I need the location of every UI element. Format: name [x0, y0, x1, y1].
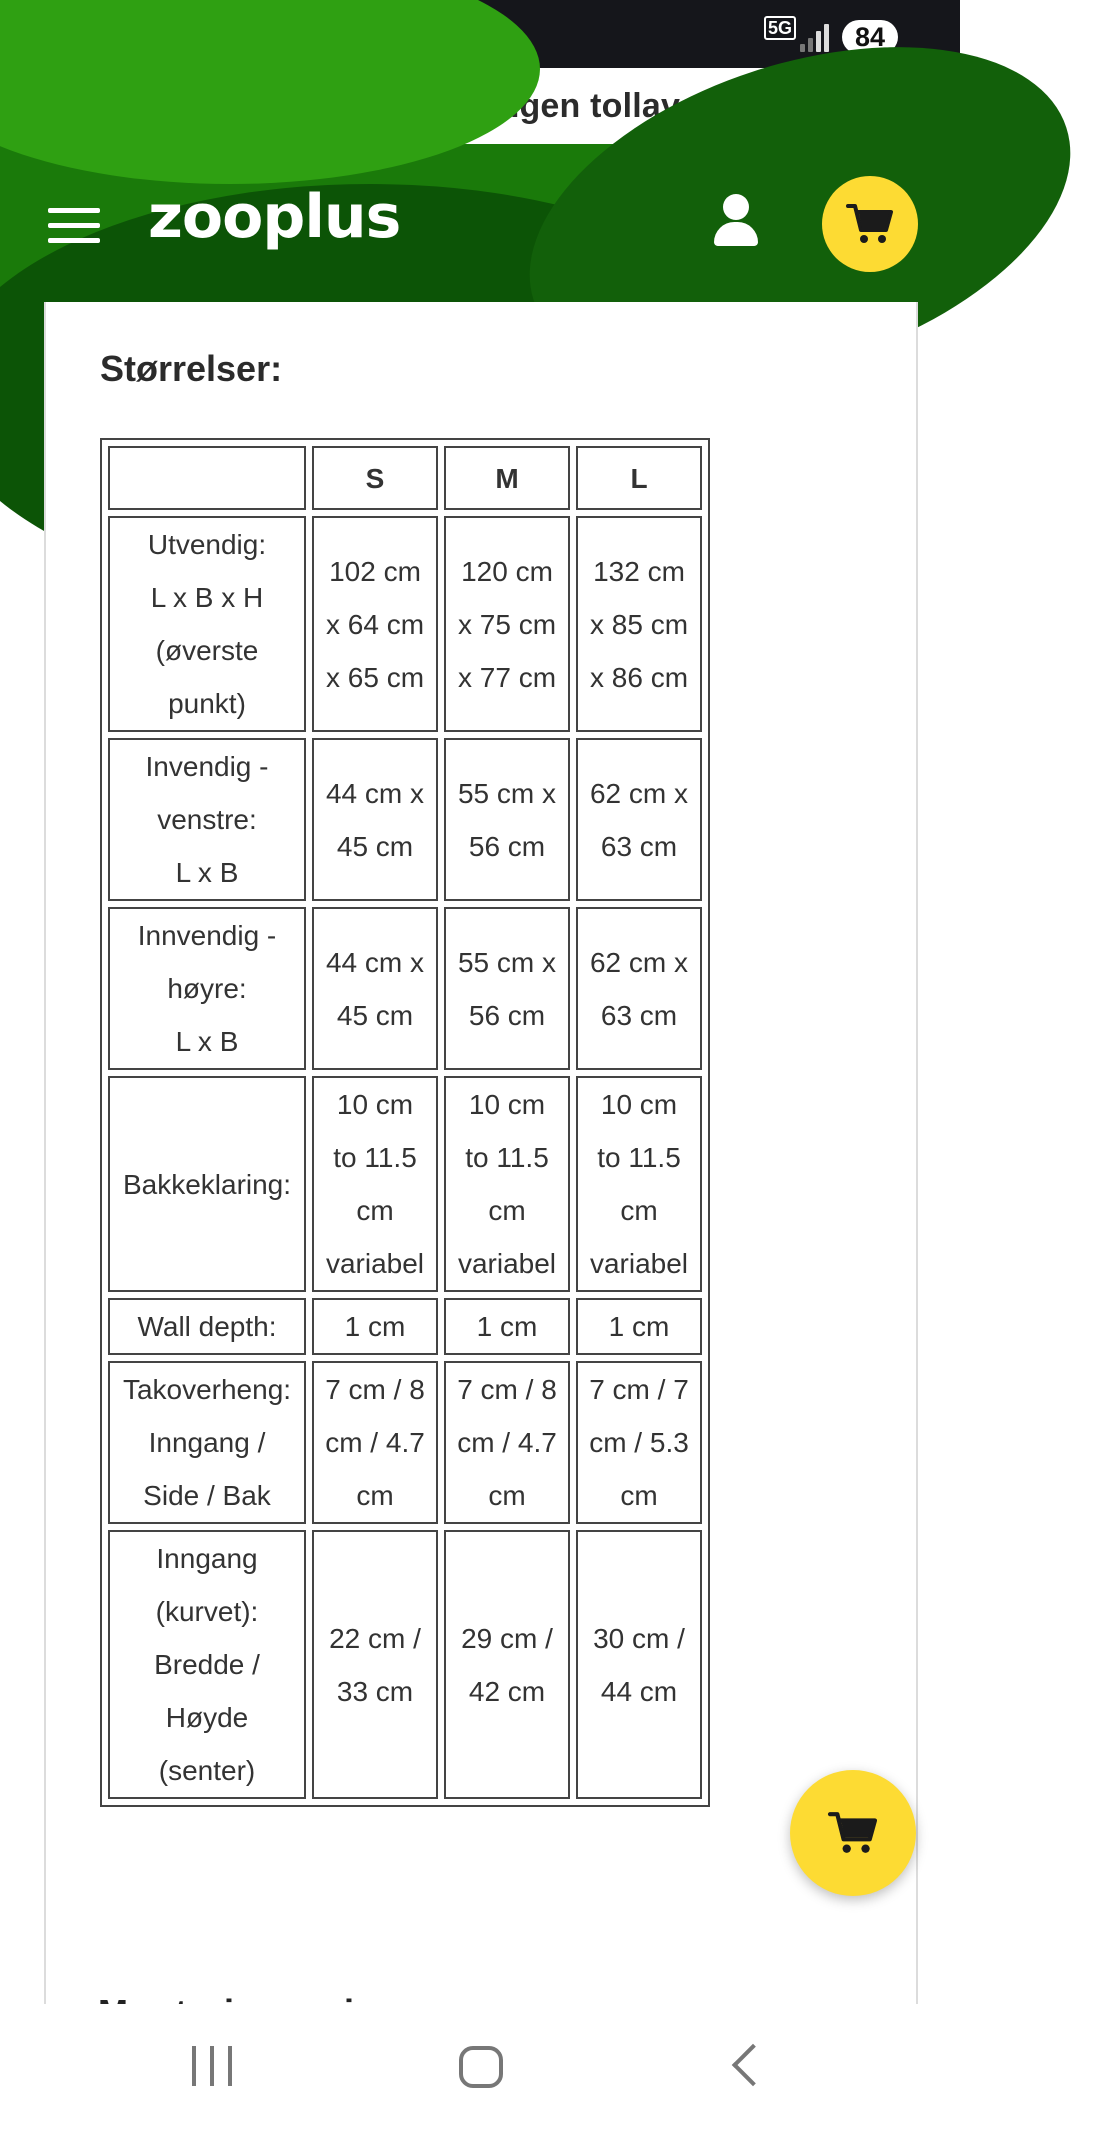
table-cell: 10 cm to 11.5 cm variabel: [312, 1076, 438, 1292]
promo-text: ingen: [488, 87, 581, 125]
table-cell: 7 cm / 8 cm / 4.7 cm: [312, 1361, 438, 1524]
table-row: [108, 1076, 702, 1292]
table-cell: 7 cm / 7 cm / 5.3 cm: [576, 1361, 702, 1524]
network-5g-icon: 5G: [764, 20, 796, 36]
menu-icon[interactable]: [46, 204, 102, 248]
table-cell: 55 cm x 56 cm: [444, 738, 570, 901]
size-table: [100, 438, 710, 1807]
table-header-cell: M: [444, 446, 570, 510]
cart-icon: [827, 1810, 879, 1856]
table-cell: 120 cm x 75 cm x 77 cm: [444, 516, 570, 732]
system-nav-bar: [0, 2004, 960, 2133]
table-header-cell: S: [312, 446, 438, 510]
table-cell: 55 cm x 56 cm: [444, 907, 570, 1070]
row-label: Wall depth:: [108, 1298, 306, 1355]
brand-logo[interactable]: zooplus: [148, 182, 401, 252]
row-label: Invendig - venstre: L x B: [108, 738, 306, 901]
signal-icon: [800, 22, 834, 52]
table-header-cell: [108, 446, 306, 510]
row-label: Inngang (kurvet): Bredde / Høyde (senter): [108, 1530, 306, 1799]
table-cell: 30 cm / 44 cm: [576, 1530, 702, 1799]
table-cell: 10 cm to 11.5 cm variabel: [444, 1076, 570, 1292]
table-cell: 44 cm x 45 cm: [312, 907, 438, 1070]
table-header-cell: L: [576, 446, 702, 510]
back-icon[interactable]: [732, 2044, 774, 2086]
table-cell: 1 cm: [444, 1298, 570, 1355]
table-cell: 62 cm x 63 cm: [576, 907, 702, 1070]
table-header-row: [108, 446, 702, 510]
table-row: [108, 907, 702, 1070]
table-cell: 29 cm / 42 cm: [444, 1530, 570, 1799]
floating-cart-button[interactable]: [790, 1770, 916, 1896]
table-cell: 7 cm / 8 cm / 4.7 cm: [444, 1361, 570, 1524]
table-cell: 1 cm: [312, 1298, 438, 1355]
table-cell: 22 cm / 33 cm: [312, 1530, 438, 1799]
table-row: [108, 738, 702, 901]
cart-icon[interactable]: [822, 176, 918, 272]
site-header: [0, 144, 960, 302]
table-cell: 102 cm x 64 cm x 65 cm: [312, 516, 438, 732]
table-cell: 10 cm to 11.5 cm variabel: [576, 1076, 702, 1292]
account-icon[interactable]: [710, 194, 762, 250]
row-label: Bakkeklaring:: [108, 1076, 306, 1292]
table-row: [108, 516, 702, 732]
recent-apps-icon[interactable]: [192, 2046, 234, 2086]
battery-icon: 84: [842, 20, 898, 54]
product-description-card: [44, 302, 918, 2004]
section-title: Størrelser:: [100, 348, 283, 389]
table-cell: 132 cm x 85 cm x 86 cm: [576, 516, 702, 732]
row-label: Innvendig - høyre: L x B: [108, 907, 306, 1070]
row-label: Takoverheng: Inngang / Side / Bak: [108, 1361, 306, 1524]
table-row: [108, 1361, 702, 1524]
table-cell: 1 cm: [576, 1298, 702, 1355]
home-icon[interactable]: [459, 2046, 503, 2088]
table-cell: 62 cm x 63 cm: [576, 738, 702, 901]
header-decoration: [0, 0, 540, 184]
table-row: [108, 1298, 702, 1355]
table-cell: 44 cm x 45 cm: [312, 738, 438, 901]
table-row: [108, 1530, 702, 1799]
row-label: Utvendig: L x B x H (øverste punkt): [108, 516, 306, 732]
